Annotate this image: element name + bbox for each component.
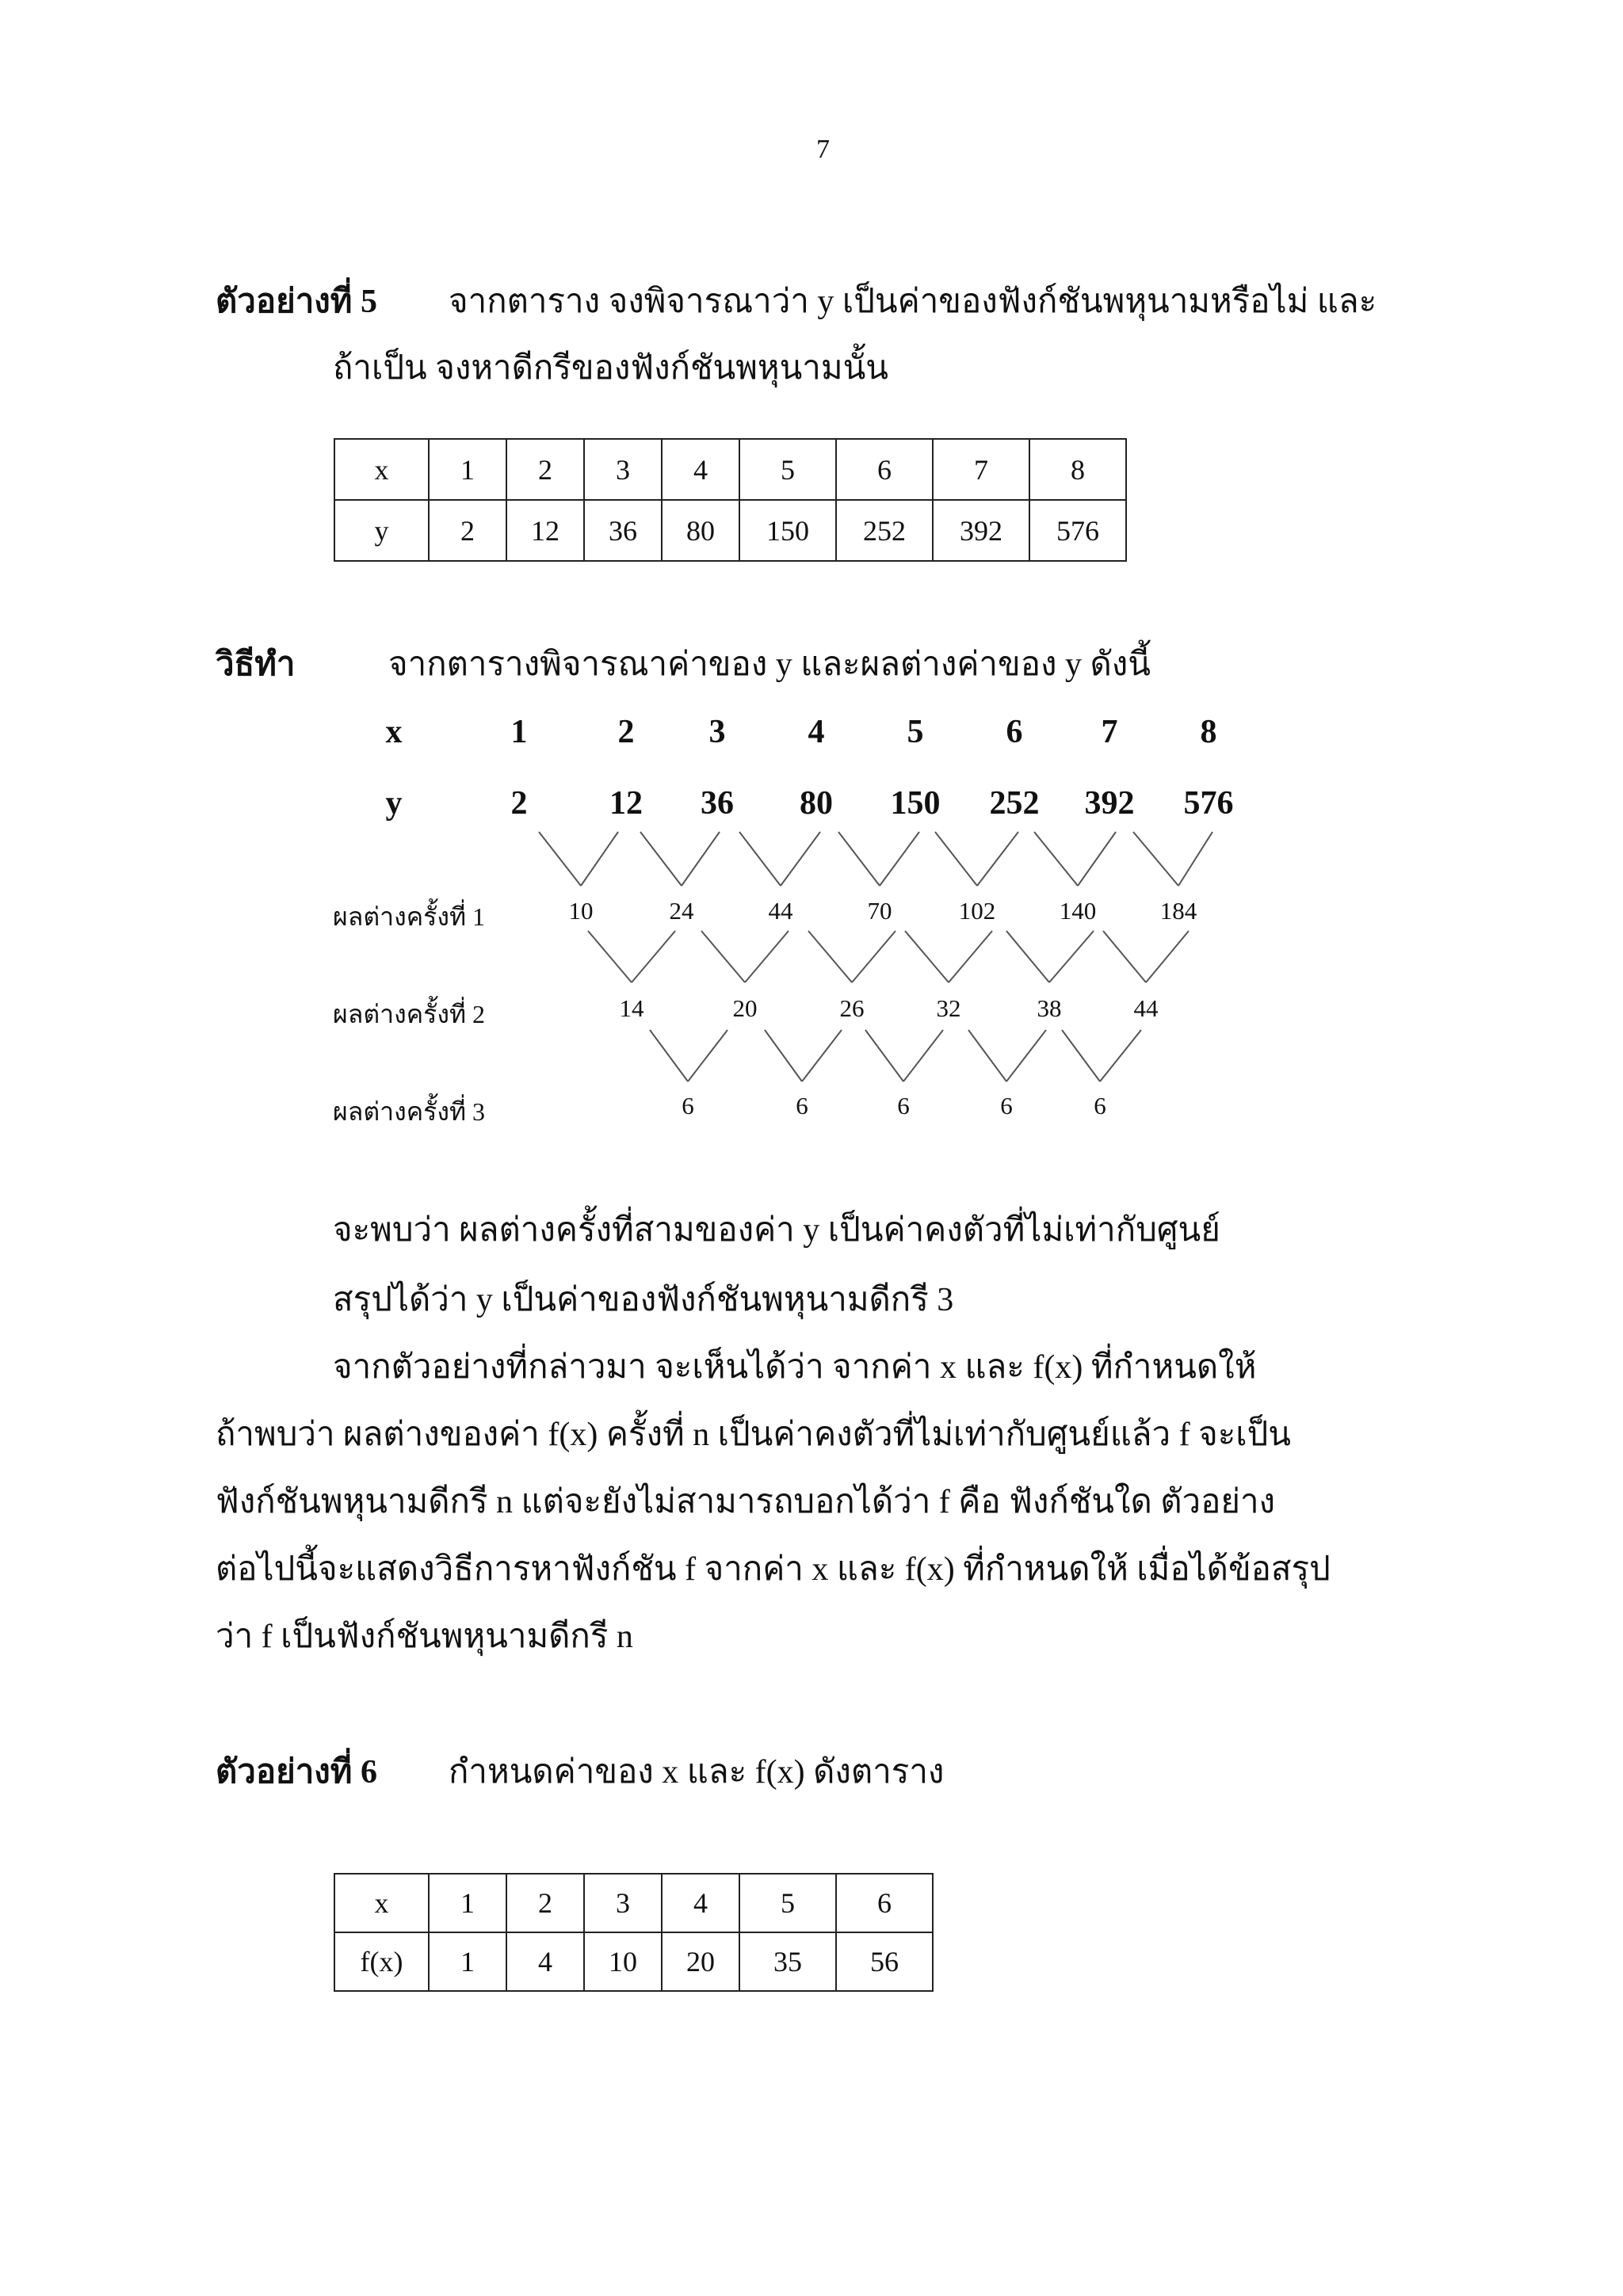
table-cell: 576: [1029, 500, 1126, 561]
diff3-value: 6: [1094, 1092, 1106, 1119]
connector-line: [588, 931, 632, 982]
diff1-value: 24: [669, 897, 694, 925]
x-row-cell: 7: [1101, 714, 1118, 750]
table-cell: 150: [739, 500, 836, 561]
diff3-value: 6: [1000, 1092, 1013, 1119]
connector-line: [688, 1030, 727, 1081]
table-cell: 4: [662, 1874, 739, 1932]
diff2-value: 38: [1037, 994, 1062, 1022]
connector-line: [935, 832, 977, 886]
table-cell: 1: [429, 439, 506, 500]
connector-line: [1006, 931, 1049, 982]
conclusion-para5: ว่า f เป็นฟังก์ชันพหุนามดีกรี n: [216, 1619, 633, 1655]
connector-line: [968, 1030, 1006, 1081]
solution-intro: จากตารางพิจารณาค่าของ y และผลต่างค่าของ y ดังนี้: [388, 646, 1151, 683]
example5-label: ตัวอย่างที่ 5: [216, 284, 377, 320]
y-row-cell: 80: [800, 785, 833, 822]
table-cell: x: [334, 439, 429, 500]
connector-line: [1100, 1030, 1141, 1081]
connector-line: [838, 832, 880, 886]
table-cell: 12: [506, 500, 584, 561]
connector-line: [852, 931, 896, 982]
table-cell: 6: [836, 1874, 933, 1932]
table-cell: 2: [506, 1874, 584, 1932]
connector-line: [1049, 931, 1094, 982]
table-cell: 5: [739, 1874, 836, 1932]
table-row: [334, 1932, 933, 1991]
y-row-cell: 36: [701, 785, 734, 822]
table-cell: 8: [1029, 439, 1126, 500]
diff-label-3: ผลต่างครั้งที่ 3: [333, 1097, 486, 1126]
connector-line: [880, 832, 919, 886]
diff-label-2: ผลต่างครั้งที่ 2: [333, 1000, 486, 1028]
table-cell: 392: [933, 500, 1029, 561]
x-row-cell: 8: [1200, 714, 1217, 750]
diff1-value: 70: [867, 897, 892, 925]
table-cell: 56: [836, 1932, 933, 1991]
solution-label: วิธีทำ: [216, 646, 296, 683]
table-cell: 36: [584, 500, 662, 561]
y-row-cell: 2: [510, 785, 528, 822]
table-cell: 4: [506, 1932, 584, 1991]
table-cell: 5: [739, 439, 836, 500]
x-row-cell: 5: [907, 714, 924, 750]
example6-label: ตัวอย่างที่ 6: [216, 1754, 377, 1791]
page-number: 7: [816, 135, 830, 164]
table-cell: y: [334, 500, 429, 561]
x-row-cell: 6: [1006, 714, 1023, 750]
connector-line: [745, 931, 789, 982]
example5-line2: ถ้าเป็น จงหาดีกรีของฟังก์ชันพหุนามนั้น: [333, 350, 888, 387]
example6-text: กำหนดค่าของ x และ f(x) ดังตาราง: [449, 1754, 945, 1791]
x-row-cell: 3: [708, 714, 726, 750]
connector-line: [739, 832, 781, 886]
example6-table: [334, 1873, 934, 1992]
table-cell: 1: [429, 1932, 506, 1991]
connector-line: [808, 931, 852, 982]
connector-line: [1146, 931, 1189, 982]
connector-line: [1006, 1030, 1046, 1081]
conclusion-para1: จากตัวอย่างที่กล่าวมา จะเห็นได้ว่า จากค่า x และ f(x) ที่กำหนดให้: [333, 1349, 1257, 1386]
table-cell: f(x): [334, 1932, 429, 1991]
table-cell: x: [334, 1874, 429, 1932]
connector-line: [781, 832, 820, 886]
diff3-value: 6: [897, 1092, 910, 1119]
table-row: [334, 1874, 933, 1932]
y-row-cell: 576: [1183, 785, 1234, 822]
table-cell: 4: [662, 439, 739, 500]
diff3-value: 6: [796, 1092, 808, 1119]
diff1-value: 102: [958, 897, 996, 925]
diff1-value: 44: [768, 897, 793, 925]
example5-line1: จากตาราง จงพิจารณาว่า y เป็นค่าของฟังก์ชันพหุนามหรือไม่ และ: [449, 284, 1377, 320]
connector-line: [865, 1030, 903, 1081]
connector-line: [949, 931, 992, 982]
table-cell: 80: [662, 500, 739, 561]
table-cell: 2: [429, 500, 506, 561]
conclusion-para2: ถ้าพบว่า ผลต่างของค่า f(x) ครั้งที่ n เป็นค่าคงตัวที่ไม่เท่ากับศูนย์แล้ว f จะเป็น: [216, 1417, 1292, 1453]
table-cell: 10: [584, 1932, 662, 1991]
conclusion-para4: ต่อไปนี้จะแสดงวิธีการหาฟังก์ชัน f จากค่า x และ f(x) ที่กำหนดให้ เมื่อได้ข้อสรุป: [216, 1551, 1331, 1588]
y-row-cell: 392: [1084, 785, 1135, 822]
y-row-cell: 150: [890, 785, 941, 822]
connector-line: [682, 832, 720, 886]
connector-line: [581, 832, 618, 886]
connector-line: [977, 832, 1018, 886]
x-row-cell: 1: [510, 714, 528, 750]
table-cell: 6: [836, 439, 933, 500]
connector-line: [650, 1030, 688, 1081]
table-cell: 35: [739, 1932, 836, 1991]
table-cell: 3: [584, 439, 662, 500]
conclusion-line2: สรุปได้ว่า y เป็นค่าของฟังก์ชันพหุนามดีกรี 3: [333, 1282, 954, 1318]
x-row-cell: 2: [617, 714, 635, 750]
diff2-value: 44: [1133, 994, 1159, 1022]
table-cell: 252: [836, 500, 933, 561]
table-cell: 3: [584, 1874, 662, 1932]
diff2-value: 32: [936, 994, 961, 1022]
x-row-cell: x: [385, 714, 403, 750]
connector-line: [1103, 931, 1146, 982]
connector-line: [701, 931, 745, 982]
connector-line: [1133, 832, 1178, 886]
diff2-value: 14: [619, 994, 644, 1022]
conclusion-line1: จะพบว่า ผลต่างครั้งที่สามของค่า y เป็นค่าคงตัวที่ไม่เท่ากับศูนย์: [333, 1212, 1220, 1249]
table-cell: 7: [933, 439, 1029, 500]
connector-line: [1034, 832, 1078, 886]
connector-line: [632, 931, 675, 982]
table-cell: 1: [429, 1874, 506, 1932]
diff3-value: 6: [682, 1092, 694, 1119]
connector-line: [1178, 832, 1212, 886]
connector-line: [802, 1030, 842, 1081]
diff1-value: 140: [1059, 897, 1097, 925]
diff1-value: 10: [568, 897, 594, 925]
connector-line: [765, 1030, 802, 1081]
connector-line: [640, 832, 682, 886]
table-cell: 2: [506, 439, 584, 500]
y-row-cell: y: [385, 785, 403, 822]
diff2-value: 26: [839, 994, 865, 1022]
connector-line: [539, 832, 581, 886]
x-row-cell: 4: [808, 714, 825, 750]
diff1-value: 184: [1159, 897, 1197, 925]
table-cell: 20: [662, 1932, 739, 1991]
connector-line: [903, 1030, 943, 1081]
diff2-value: 20: [732, 994, 758, 1022]
y-row-cell: 252: [989, 785, 1040, 822]
diff-label-1: ผลต่างครั้งที่ 1: [333, 902, 486, 931]
conclusion-para3: ฟังก์ชันพหุนามดีกรี n แต่จะยังไม่สามารถบอกได้ว่า f คือ ฟังก์ชันใด ตัวอย่าง: [216, 1484, 1276, 1520]
y-row-cell: 12: [609, 785, 643, 822]
connector-line: [905, 931, 949, 982]
connector-line: [1078, 832, 1116, 886]
connector-line: [1062, 1030, 1100, 1081]
